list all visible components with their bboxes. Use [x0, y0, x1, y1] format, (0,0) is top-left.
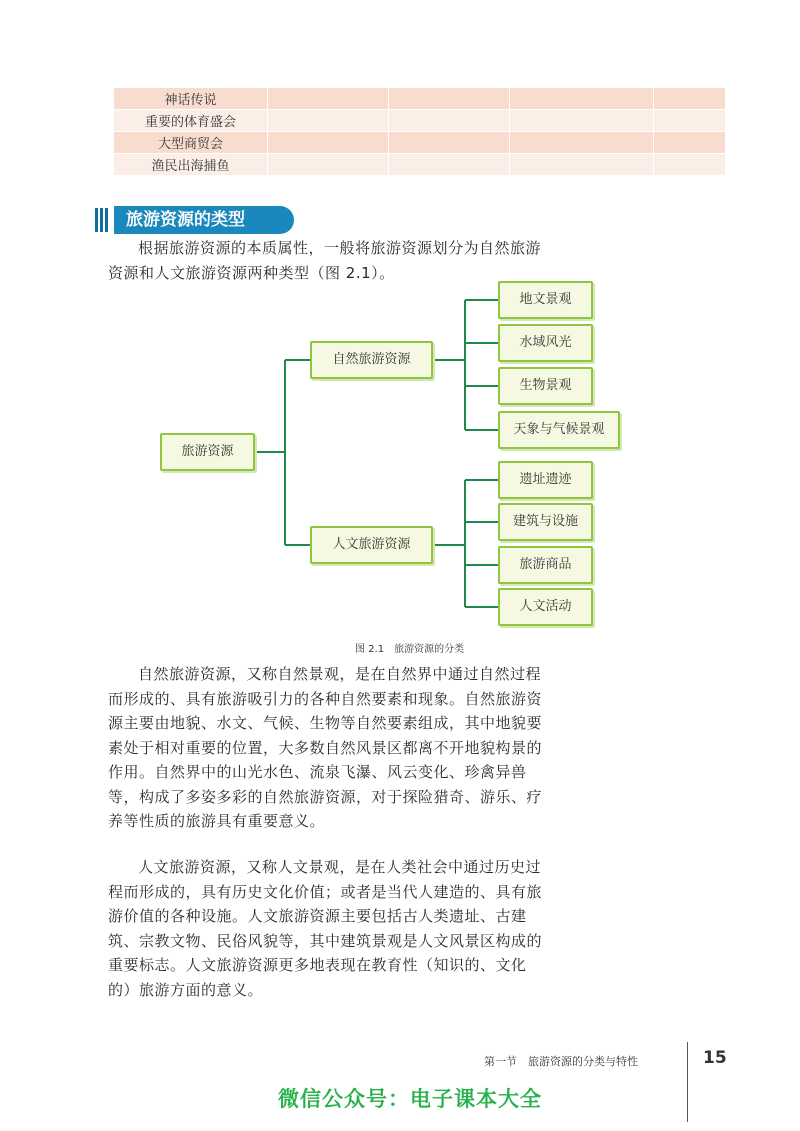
- node-root: 旅游资源: [160, 433, 255, 471]
- table-cell-label: 神话传说: [114, 88, 268, 110]
- footer-section-title: 第一节 旅游资源的分类与特性: [484, 1055, 638, 1068]
- activity-table: [113, 88, 725, 176]
- table-row: [114, 132, 726, 154]
- page-number: 15: [703, 1048, 727, 1068]
- table-cell-label: 渔民出海捕鱼: [114, 154, 268, 176]
- node-human-child: 人文活动: [498, 588, 593, 626]
- figure-caption: 图 2.1 旅游资源的分类: [355, 644, 465, 655]
- paragraph-natural: 自然旅游资源，又称自然景观，是在自然界中通过自然过程而形成的、具有旅游吸引力的各种自然要素和现象。自然旅游资源主要由地貌、水文、气候、生物等自然要素组成，其中地貌要素处于相对重要的位置，大多数自然风景区都离不开地貌构景的作用。自然界中的山光水色、流泉飞瀑、风云变化、珍禽异兽等，构成了多姿多彩的自然旅游资源，对于探险猎奇、游乐、疗养等性质的旅游具有重要意义。: [108, 665, 543, 830]
- table-row: [114, 88, 726, 110]
- footer-divider: [687, 1042, 688, 1122]
- intro-paragraph: 根据旅游资源的本质属性，一般将旅游资源划分为自然旅游资源和人文旅游资源两种类型（图 2.1）。: [108, 239, 542, 282]
- node-natural-child: 水域风光: [498, 324, 593, 362]
- node-human: 人文旅游资源: [310, 526, 433, 564]
- node-natural-child: 天象与气候景观: [498, 411, 620, 449]
- section-marker: [95, 208, 109, 232]
- node-human-child: 旅游商品: [498, 546, 593, 584]
- node-human-child: 遗址遗迹: [498, 461, 593, 499]
- node-natural: 自然旅游资源: [310, 341, 433, 379]
- watermark: 微信公众号：电子课本大全: [278, 1087, 542, 1111]
- classification-diagram: [150, 280, 640, 640]
- section-title: 旅游资源的类型: [114, 206, 294, 234]
- node-human-child: 建筑与设施: [498, 503, 593, 541]
- node-natural-child: 生物景观: [498, 367, 593, 405]
- node-natural-child: 地文景观: [498, 281, 593, 319]
- table-cell-label: 重要的体育盛会: [114, 110, 268, 132]
- table-row: [114, 110, 726, 132]
- paragraph-human: 人文旅游资源，又称人文景观，是在人类社会中通过历史过程而形成的，具有历史文化价值；或者是当代人建造的、具有旅游价值的各种设施。人文旅游资源主要包括古人类遗址、古建筑、宗教文物、民俗风貌等，其中建筑景观是人文风景区构成的重要标志。人文旅游资源更多地表现在教育性（知识的、文化的）旅游方面的意义。: [108, 858, 543, 999]
- table-cell-label: 大型商贸会: [114, 132, 268, 154]
- table-row: [114, 154, 726, 176]
